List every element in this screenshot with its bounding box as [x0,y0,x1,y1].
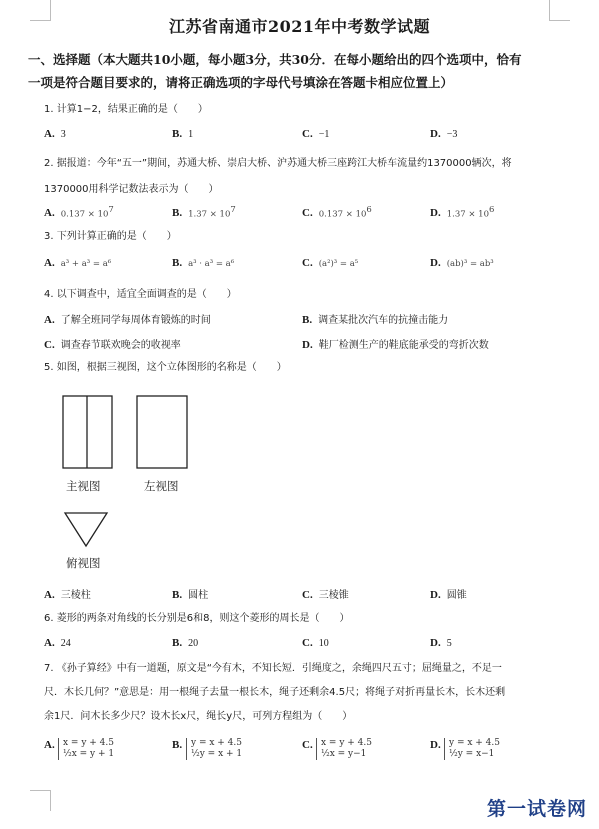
question-5-option-a: A. 三棱柱 [44,589,91,601]
question-3-option-c: C. (a²)³ = a⁵ [302,257,359,269]
left-view-label: 左视图 [144,479,179,493]
question-7-option-a: A. [44,739,55,751]
question-2-stem-line-1: 2. 据报道：今年“五一”期间，苏通大桥、崇启大桥、沪苏通大桥三座跨江大桥车流量约1370000辆次，将 [44,158,512,169]
question-3-option-a: A. a³ + a³ = a⁶ [44,257,112,269]
question-1-stem: 1. 计算1−2，结果正确的是（ ） [44,104,208,115]
question-7-option-d-system: y = x + 4.5 ½y = x−1 [444,738,500,760]
question-7-stem-line-2: 尺．木长几何？”意思是：用一根绳子去量一根长木，绳子还剩余4.5尺；将绳子对折再量长木，长木还剩 [44,687,506,698]
question-4-option-d: D. 鞋厂检测生产的鞋底能承受的弯折次数 [302,339,489,351]
question-3-option-d: D. (ab)³ = ab³ [430,257,494,269]
question-4-option-c: C. 调查春节联欢晚会的收视率 [44,339,181,351]
question-7-stem [44,657,572,729]
question-7-option-b-system: y = x + 4.5 ½y = x + 1 [186,738,242,760]
question-7-option-b: B. [172,739,183,751]
question-5-option-b: B. 圆柱 [172,589,209,601]
question-7-option-c-system: x = y + 4.5 ½x = y−1 [316,738,372,760]
question-6-option-d: D. 5 [430,637,452,649]
section-heading-line-1: 一、选择题（本大题共10小题，每小题3分，共30分．在每小题给出的四个选项中，恰有 [28,52,522,67]
question-2-option-b: B. $1.37 \times 10^7$ [172,205,236,220]
page-title: 江苏省南通市2021年中考数学试题 [168,17,431,36]
question-1-option-c: C. −1 [302,128,330,140]
question-2-stem-line-2: 1370000用科学记数法表示为（ ） [44,184,219,195]
question-2-option-c: C. $0.137 \times 10^6$ [302,205,372,220]
question-4-stem: 4. 以下调查中，适宜全面调查的是（ ） [44,289,237,300]
question-5-option-c: C. 三棱锥 [302,589,349,601]
question-6-option-c: C. 10 [302,637,329,649]
question-7-stem-line-1: 7. 《孙子算经》中有一道题，原文是“今有木，不知长短．引绳度之，余绳四尺五寸；屈绳量之，不足一 [44,663,502,674]
question-4-option-b: B. 调查某批次汽车的抗撞击能力 [302,314,449,326]
left-view-rectangle [137,396,187,468]
question-7-option-c: C. [302,739,313,751]
site-watermark-logo: 第一试卷网 [486,798,587,820]
question-1-option-a: A. 3 [44,128,66,140]
question-7-stem-line-3: 余1尺．问木长多少尺？设木长x尺，绳长y尺，可列方程组为（ ） [44,711,353,722]
question-2-option-a: A. $0.137 \times 10^7$ [44,205,114,220]
question-5-option-d: D. 圆锥 [430,589,467,601]
front-view-label: 主视图 [66,479,101,493]
question-4-option-a: A. 了解全班同学每周体育锻炼的时间 [44,314,211,326]
question-6-option-b: B. 20 [172,637,199,649]
question-3-stem: 3. 下列计算正确的是（ ） [44,231,177,242]
question-1-option-d: D. −3 [430,128,458,140]
question-3-option-b: B. a³ · a³ = a⁶ [172,257,235,269]
question-7-option-d: D. [430,739,441,751]
question-6-option-a: A. 24 [44,637,71,649]
question-7-option-a-system: x = y + 4.5 ½x = y + 1 [58,738,114,760]
question-6-stem: 6. 菱形的两条对角线的长分别是6和8，则这个菱形的周长是（ ） [44,613,350,624]
top-view-triangle [65,513,107,546]
question-1-option-b: B. 1 [172,128,194,140]
top-view-label: 俯视图 [66,556,101,570]
question-2-option-d: D. $1.37 \times 10^6$ [430,205,495,220]
section-heading-line-2: 一项是符合题目要求的，请将正确选项的字母代号填涂在答题卡相应位置上） [28,75,454,90]
question-5-stem: 5. 如图，根据三视图，这个立体图形的名称是（ ） [44,362,287,373]
